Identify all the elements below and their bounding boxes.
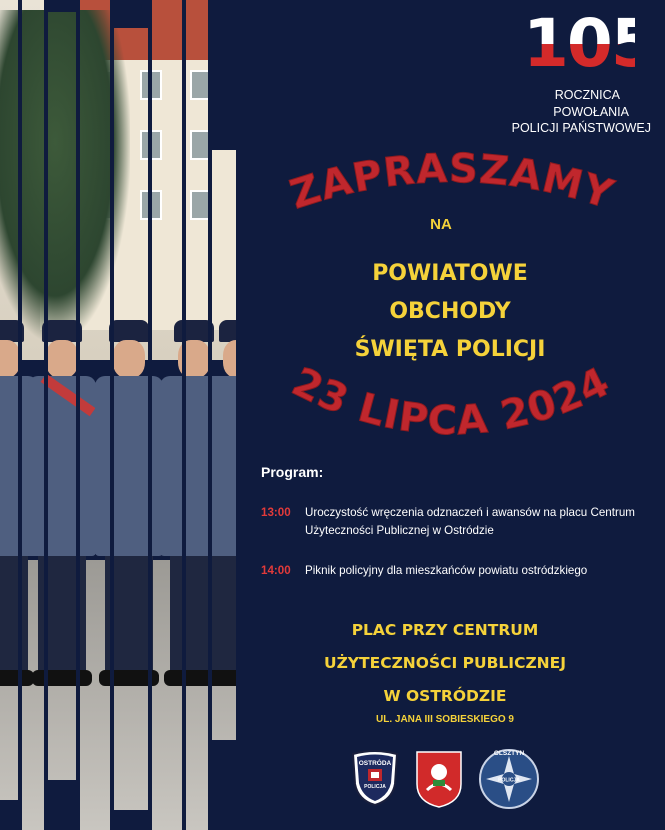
ostroda-badge-mid-text: POLICJA [364, 784, 386, 790]
venue-line-3: W OSTRÓDZIE [383, 687, 507, 705]
event-name [300, 255, 600, 369]
program-description: Uroczystość wręczenia odznaczeń i awansów na placu Centrum Użyteczności Publicznej w Ostródzie [305, 506, 635, 537]
event-line-1: POWIATOWE [372, 261, 528, 286]
photo-strip [186, 0, 208, 830]
headline-connector: NA [430, 216, 452, 233]
event-line-2: OBCHODY [389, 299, 511, 324]
photo-strip [48, 12, 76, 780]
event-date: 23 LIPCA 2024 [284, 358, 618, 445]
photo-strip [0, 0, 18, 800]
program-time: 14:00 [261, 564, 291, 577]
headline-title-arc [240, 150, 665, 260]
headline-title: ZAPRASZAMY [284, 150, 620, 219]
anniversary-caption [411, 87, 651, 137]
program-item [261, 504, 645, 540]
photo-strip [114, 28, 148, 810]
event-line-3: ŚWIĘTA POLICJI [354, 337, 546, 362]
program-time: 13:00 [261, 506, 291, 519]
ostroda-police-badge-icon [350, 750, 400, 806]
venue-line-2: UŻYTECZNOŚCI PUBLICZNEJ [323, 654, 567, 672]
photo-strip [212, 150, 236, 740]
anniversary-number: 105 [523, 5, 655, 82]
olsztyn-badge-top-text: OLSZTYN [493, 750, 525, 757]
venue-street: UL. JANA III SOBIESKIEGO 9 [376, 714, 514, 725]
county-coat-of-arms-icon [415, 750, 463, 808]
photo-strip [152, 0, 182, 830]
ostroda-badge-top-text: OSTRÓDA [358, 760, 392, 767]
anniversary-line-1: ROCZNICA [554, 88, 620, 102]
olsztyn-badge-mid-text: POLICJA [498, 777, 520, 784]
event-date-arc [240, 358, 665, 468]
photo-strip [80, 0, 110, 830]
venue-name [300, 614, 590, 713]
officers-photo-collage [0, 0, 240, 830]
program-description: Piknik policyjny dla mieszkańców powiatu ostródzkiego [305, 564, 588, 577]
program-item [261, 562, 645, 580]
venue-line-1: PLAC PRZY CENTRUM [351, 621, 539, 639]
photo-strip [22, 0, 44, 830]
olsztyn-police-badge-icon [478, 748, 540, 810]
anniversary-line-3: POLICJI PAŃSTWOWEJ [511, 121, 651, 135]
program-heading: Program: [261, 464, 324, 480]
anniversary-line-2: POWOŁANIA [553, 104, 629, 119]
